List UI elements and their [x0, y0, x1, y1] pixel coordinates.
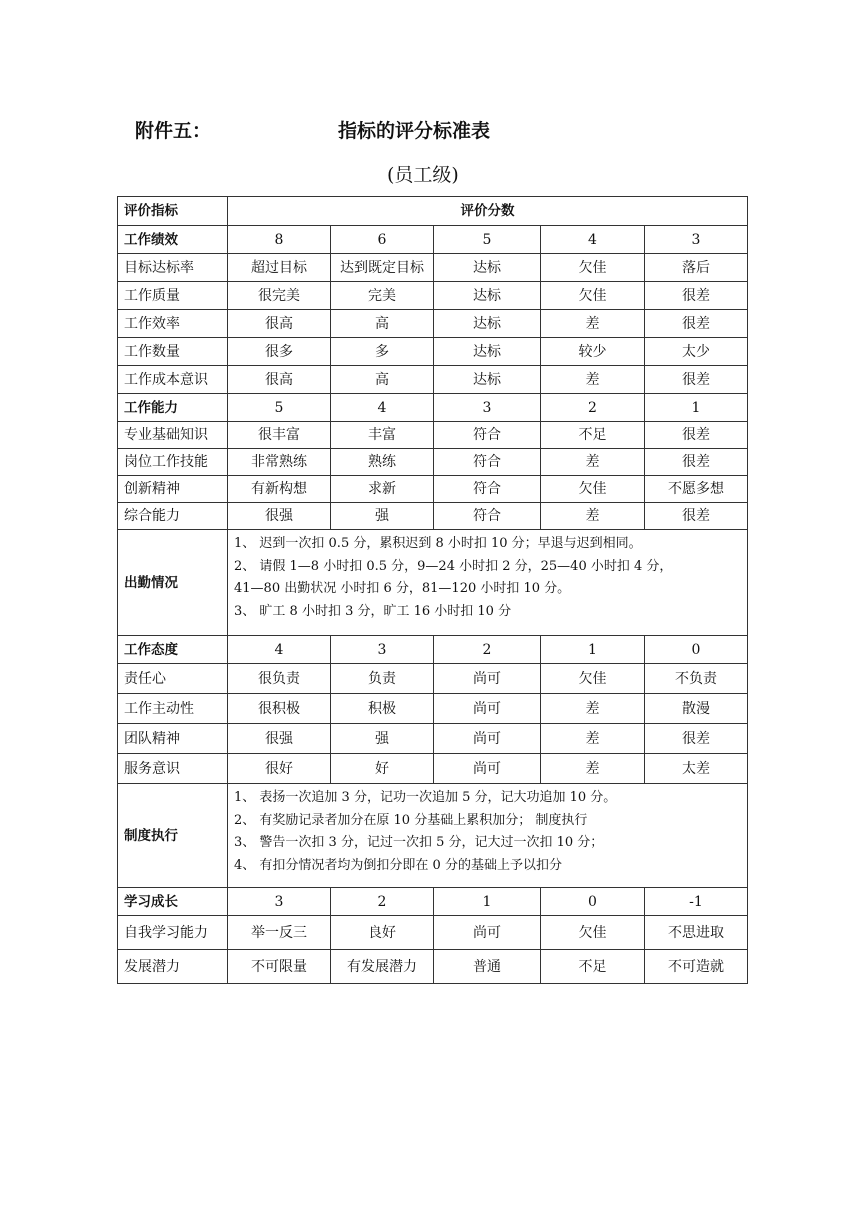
rating-cell: 欠佳	[541, 664, 645, 694]
rating-cell: 尚可	[434, 694, 541, 724]
table-row	[118, 724, 748, 754]
rules-rules-text	[228, 784, 748, 888]
ability-section-title: 工作能力	[118, 394, 228, 422]
indicator-label: 工作数量	[118, 338, 228, 366]
rating-cell: 欠佳	[541, 476, 645, 503]
rating-cell: 很差	[645, 310, 748, 338]
rating-cell: 很多	[228, 338, 331, 366]
indicator-label: 工作效率	[118, 310, 228, 338]
rating-cell: 很好	[228, 754, 331, 784]
attendance-line-2: 2、 请假 1—8 小时扣 0.5 分，9—24 小时扣 2 分，25—40 小时扣 4 分，	[234, 558, 673, 574]
attitude-section-row	[118, 636, 748, 664]
attitude-score-3: 2	[434, 636, 541, 664]
rating-cell: 非常熟练	[228, 449, 331, 476]
rating-cell: 很高	[228, 310, 331, 338]
rating-cell: 符合	[434, 503, 541, 530]
rating-cell: 达标	[434, 254, 541, 282]
growth-score-4: 0	[541, 888, 645, 916]
indicator-label: 服务意识	[118, 754, 228, 784]
rating-cell: 差	[541, 694, 645, 724]
rules-title: 制度执行	[118, 784, 228, 888]
indicator-label: 工作成本意识	[118, 366, 228, 394]
indicator-label: 岗位工作技能	[118, 449, 228, 476]
perf-score-1: 8	[228, 226, 331, 254]
rating-cell: 有新构想	[228, 476, 331, 503]
rating-cell: 达到既定目标	[331, 254, 434, 282]
scoring-table-body	[118, 197, 748, 984]
table-row	[118, 366, 748, 394]
rating-cell: 欠佳	[541, 254, 645, 282]
rating-cell: 不思进取	[645, 916, 748, 950]
rating-cell: 不足	[541, 422, 645, 449]
perf-score-2: 6	[331, 226, 434, 254]
ability-score-3: 3	[434, 394, 541, 422]
growth-section-title: 学习成长	[118, 888, 228, 916]
attendance-line-3: 41—80 出勤状况 小时扣 6 分，81—120 小时扣 10 分。	[234, 581, 571, 596]
page-title: 指标的评分标准表	[338, 120, 491, 142]
table-row	[118, 310, 748, 338]
rating-cell: 差	[541, 310, 645, 338]
growth-section-row	[118, 888, 748, 916]
rating-cell: 很负责	[228, 664, 331, 694]
attitude-score-1: 4	[228, 636, 331, 664]
attitude-score-5: 0	[645, 636, 748, 664]
attendance-title: 出勤情况	[118, 530, 228, 636]
perf-score-3: 5	[434, 226, 541, 254]
rating-cell: 差	[541, 503, 645, 530]
table-row	[118, 664, 748, 694]
table-row	[118, 449, 748, 476]
table-row	[118, 422, 748, 449]
rating-cell: 熟练	[331, 449, 434, 476]
growth-score-3: 1	[434, 888, 541, 916]
rating-cell: 差	[541, 366, 645, 394]
perf-score-5: 3	[645, 226, 748, 254]
attitude-section-title: 工作态度	[118, 636, 228, 664]
rating-cell: 很完美	[228, 282, 331, 310]
rules-row	[118, 784, 748, 888]
ability-score-4: 2	[541, 394, 645, 422]
indicator-label: 团队精神	[118, 724, 228, 754]
rating-cell: 达标	[434, 338, 541, 366]
rating-cell: 有发展潜力	[331, 950, 434, 984]
ability-score-1: 5	[228, 394, 331, 422]
scoring-table	[117, 196, 748, 984]
rating-cell: 尚可	[434, 664, 541, 694]
attendance-rules-text	[228, 530, 748, 636]
indicator-label: 工作主动性	[118, 694, 228, 724]
rating-cell: 散漫	[645, 694, 748, 724]
rating-cell: 积极	[331, 694, 434, 724]
indicator-label: 专业基础知识	[118, 422, 228, 449]
indicator-label: 创新精神	[118, 476, 228, 503]
header-indicator: 评价指标	[118, 197, 228, 226]
table-header-row	[118, 197, 748, 226]
rating-cell: 不足	[541, 950, 645, 984]
rating-cell: 高	[331, 366, 434, 394]
attendance-line-1: 1、 迟到一次扣 0.5 分，累积迟到 8 小时扣 10 分；早退与迟到相同。	[234, 536, 642, 551]
rating-cell: 符合	[434, 449, 541, 476]
indicator-label: 自我学习能力	[118, 916, 228, 950]
rating-cell: 很高	[228, 366, 331, 394]
attendance-row	[118, 530, 748, 636]
rating-cell: 不负责	[645, 664, 748, 694]
rating-cell: 高	[331, 310, 434, 338]
rating-cell: 达标	[434, 310, 541, 338]
rating-cell: 求新	[331, 476, 434, 503]
rating-cell: 符合	[434, 476, 541, 503]
rating-cell: 落后	[645, 254, 748, 282]
rating-cell: 不愿多想	[645, 476, 748, 503]
attendance-line-4: 3、 旷工 8 小时扣 3 分，旷工 16 小时扣 10 分	[234, 603, 512, 619]
rating-cell: 丰富	[331, 422, 434, 449]
perf-section-row	[118, 226, 748, 254]
header-score: 评价分数	[228, 197, 748, 226]
rating-cell: 强	[331, 503, 434, 530]
ability-score-2: 4	[331, 394, 434, 422]
rating-cell: 很差	[645, 366, 748, 394]
attitude-score-4: 1	[541, 636, 645, 664]
growth-score-1: 3	[228, 888, 331, 916]
indicator-label: 工作质量	[118, 282, 228, 310]
rating-cell: 不可造就	[645, 950, 748, 984]
rating-cell: 欠佳	[541, 282, 645, 310]
rating-cell: 很差	[645, 422, 748, 449]
table-row	[118, 254, 748, 282]
rules-line-3: 3、 警告一次扣 3 分，记过一次扣 5 分，记大过一次扣 10 分；	[234, 835, 604, 850]
table-row	[118, 916, 748, 950]
growth-score-2: 2	[331, 888, 434, 916]
rules-line-2: 2、 有奖励记录者加分在原 10 分基础上累积加分； 制度执行	[234, 812, 588, 828]
rating-cell: 尚可	[434, 754, 541, 784]
attitude-score-2: 3	[331, 636, 434, 664]
ability-section-row	[118, 394, 748, 422]
rating-cell: 尚可	[434, 724, 541, 754]
rating-cell: 差	[541, 754, 645, 784]
table-row	[118, 503, 748, 530]
rating-cell: 超过目标	[228, 254, 331, 282]
rating-cell: 很差	[645, 724, 748, 754]
rating-cell: 好	[331, 754, 434, 784]
rating-cell: 太少	[645, 338, 748, 366]
rating-cell: 达标	[434, 366, 541, 394]
rating-cell: 较少	[541, 338, 645, 366]
rating-cell: 很差	[645, 282, 748, 310]
table-row	[118, 754, 748, 784]
rating-cell: 完美	[331, 282, 434, 310]
table-row	[118, 694, 748, 724]
rating-cell: 良好	[331, 916, 434, 950]
rating-cell: 很差	[645, 449, 748, 476]
indicator-label: 责任心	[118, 664, 228, 694]
rating-cell: 很积极	[228, 694, 331, 724]
rating-cell: 很强	[228, 724, 331, 754]
rating-cell: 不可限量	[228, 950, 331, 984]
growth-score-5: -1	[645, 888, 748, 916]
rating-cell: 差	[541, 449, 645, 476]
perf-score-4: 4	[541, 226, 645, 254]
perf-section-title: 工作绩效	[118, 226, 228, 254]
rating-cell: 负责	[331, 664, 434, 694]
attachment-label: 附件五：	[135, 120, 212, 142]
rating-cell: 符合	[434, 422, 541, 449]
table-row	[118, 950, 748, 984]
table-row	[118, 476, 748, 503]
indicator-label: 目标达标率	[118, 254, 228, 282]
rating-cell: 普通	[434, 950, 541, 984]
rating-cell: 很强	[228, 503, 331, 530]
rules-line-4: 4、 有扣分情况者均为倒扣分即在 0 分的基础上予以扣分	[234, 857, 562, 873]
indicator-label: 发展潜力	[118, 950, 228, 984]
rating-cell: 举一反三	[228, 916, 331, 950]
rating-cell: 差	[541, 724, 645, 754]
rating-cell: 很差	[645, 503, 748, 530]
table-row	[118, 282, 748, 310]
rating-cell: 强	[331, 724, 434, 754]
page-subtitle: (员工级)	[387, 164, 459, 186]
ability-score-5: 1	[645, 394, 748, 422]
rating-cell: 多	[331, 338, 434, 366]
rating-cell: 很丰富	[228, 422, 331, 449]
rating-cell: 太差	[645, 754, 748, 784]
rules-line-1: 1、 表扬一次追加 3 分，记功一次追加 5 分，记大功追加 10 分。	[234, 790, 617, 805]
rating-cell: 欠佳	[541, 916, 645, 950]
rating-cell: 尚可	[434, 916, 541, 950]
rating-cell: 达标	[434, 282, 541, 310]
indicator-label: 综合能力	[118, 503, 228, 530]
table-row	[118, 338, 748, 366]
